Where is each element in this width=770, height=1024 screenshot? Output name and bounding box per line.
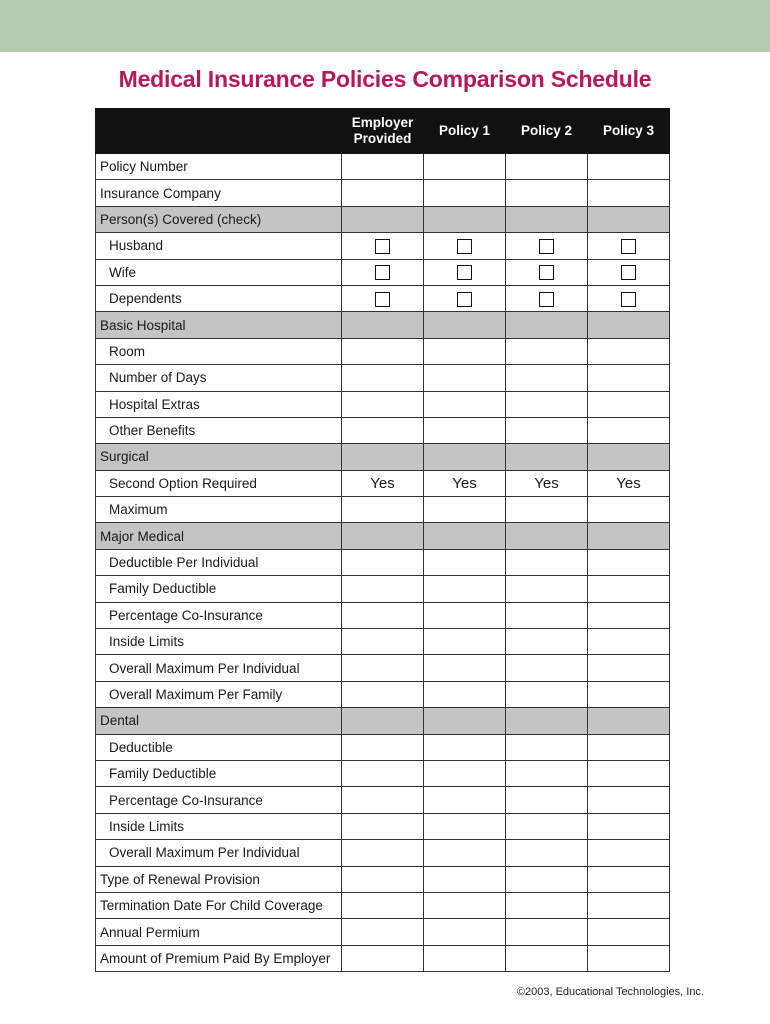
input-cell-policy-3[interactable] bbox=[588, 655, 670, 681]
input-cell-policy-1[interactable] bbox=[424, 787, 506, 813]
input-cell-policy-3[interactable] bbox=[588, 154, 670, 180]
section-cell bbox=[424, 444, 506, 470]
table-header-row bbox=[96, 109, 670, 154]
input-cell-policy-1[interactable] bbox=[424, 919, 506, 945]
table-row bbox=[96, 840, 670, 866]
yes-value: Yes bbox=[370, 474, 395, 492]
input-cell-policy-3[interactable] bbox=[588, 945, 670, 971]
section-cell bbox=[342, 312, 424, 338]
input-cell-policy-2[interactable] bbox=[506, 365, 588, 391]
input-cell-employer-provided[interactable] bbox=[342, 813, 424, 839]
checkbox-policy-1[interactable] bbox=[457, 292, 472, 307]
table-row bbox=[96, 892, 670, 918]
input-cell-policy-2[interactable] bbox=[506, 919, 588, 945]
input-cell-policy-1[interactable] bbox=[424, 629, 506, 655]
input-cell-employer-provided[interactable] bbox=[342, 787, 424, 813]
row-label: Type of Renewal Provision bbox=[96, 866, 342, 892]
input-cell-policy-1[interactable] bbox=[424, 549, 506, 575]
input-cell-policy-1[interactable] bbox=[424, 655, 506, 681]
input-cell-policy-2[interactable] bbox=[506, 655, 588, 681]
cell-employer-provided bbox=[342, 259, 424, 285]
input-cell-employer-provided[interactable] bbox=[342, 892, 424, 918]
row-label: Other Benefits bbox=[96, 417, 342, 443]
row-label: Husband bbox=[96, 233, 342, 259]
checkbox-employer-provided[interactable] bbox=[375, 292, 390, 307]
input-cell-policy-2[interactable] bbox=[506, 629, 588, 655]
table-row bbox=[96, 417, 670, 443]
input-cell-policy-3[interactable] bbox=[588, 866, 670, 892]
yes-value: Yes bbox=[534, 474, 559, 492]
input-cell-employer-provided[interactable] bbox=[342, 576, 424, 602]
checkbox-policy-2[interactable] bbox=[539, 265, 554, 280]
input-cell-policy-2[interactable] bbox=[506, 840, 588, 866]
input-cell-policy-2[interactable] bbox=[506, 391, 588, 417]
input-cell-employer-provided[interactable] bbox=[342, 734, 424, 760]
input-cell-policy-3[interactable] bbox=[588, 497, 670, 523]
input-cell-employer-provided[interactable] bbox=[342, 365, 424, 391]
input-cell-policy-1[interactable] bbox=[424, 576, 506, 602]
section-cell bbox=[342, 206, 424, 232]
section-row bbox=[96, 523, 670, 549]
table-row bbox=[96, 734, 670, 760]
row-label: Inside Limits bbox=[96, 629, 342, 655]
table-row bbox=[96, 180, 670, 206]
table-row bbox=[96, 365, 670, 391]
cell-policy-3 bbox=[588, 233, 670, 259]
input-cell-employer-provided[interactable] bbox=[342, 497, 424, 523]
section-cell bbox=[342, 523, 424, 549]
checkbox-policy-1[interactable] bbox=[457, 265, 472, 280]
row-label: Insurance Company bbox=[96, 180, 342, 206]
table-row bbox=[96, 629, 670, 655]
row-label: Overall Maximum Per Family bbox=[96, 681, 342, 707]
input-cell-policy-1[interactable] bbox=[424, 497, 506, 523]
input-cell-employer-provided[interactable] bbox=[342, 154, 424, 180]
section-cell bbox=[342, 708, 424, 734]
checkbox-policy-3[interactable] bbox=[621, 239, 636, 254]
comparison-table bbox=[95, 108, 670, 972]
input-cell-policy-1[interactable] bbox=[424, 866, 506, 892]
header-employer-line1: Employer bbox=[351, 115, 414, 130]
input-cell-employer-provided[interactable] bbox=[342, 760, 424, 786]
table-row bbox=[96, 285, 670, 311]
input-cell-policy-3[interactable] bbox=[588, 629, 670, 655]
table-row bbox=[96, 681, 670, 707]
input-cell-policy-1[interactable] bbox=[424, 154, 506, 180]
input-cell-policy-3[interactable] bbox=[588, 338, 670, 364]
header-employer-provided bbox=[342, 109, 424, 154]
input-cell-policy-1[interactable] bbox=[424, 813, 506, 839]
input-cell-policy-1[interactable] bbox=[424, 840, 506, 866]
section-row bbox=[96, 312, 670, 338]
input-cell-policy-3[interactable] bbox=[588, 549, 670, 575]
input-cell-policy-2[interactable] bbox=[506, 180, 588, 206]
input-cell-policy-3[interactable] bbox=[588, 576, 670, 602]
checkbox-policy-3[interactable] bbox=[621, 292, 636, 307]
row-label: Dental bbox=[96, 708, 342, 734]
input-cell-policy-3[interactable] bbox=[588, 919, 670, 945]
table-row bbox=[96, 787, 670, 813]
row-label: Number of Days bbox=[96, 365, 342, 391]
row-label: Amount of Premium Paid By Employer bbox=[96, 945, 342, 971]
row-label: Percentage Co-Insurance bbox=[96, 602, 342, 628]
section-row bbox=[96, 206, 670, 232]
section-cell bbox=[506, 708, 588, 734]
row-label: Percentage Co-Insurance bbox=[96, 787, 342, 813]
input-cell-employer-provided[interactable] bbox=[342, 549, 424, 575]
input-cell-policy-3[interactable] bbox=[588, 417, 670, 443]
input-cell-policy-1[interactable] bbox=[424, 945, 506, 971]
section-cell bbox=[506, 523, 588, 549]
row-label: Surgical bbox=[96, 444, 342, 470]
checkbox-employer-provided[interactable] bbox=[375, 239, 390, 254]
row-label: Overall Maximum Per Individual bbox=[96, 655, 342, 681]
section-cell bbox=[424, 312, 506, 338]
section-cell bbox=[342, 444, 424, 470]
section-cell bbox=[588, 206, 670, 232]
input-cell-policy-2[interactable] bbox=[506, 681, 588, 707]
input-cell-policy-3[interactable] bbox=[588, 391, 670, 417]
header-policy-3: Policy 3 bbox=[588, 109, 670, 154]
input-cell-employer-provided[interactable] bbox=[342, 391, 424, 417]
input-cell-employer-provided[interactable] bbox=[342, 602, 424, 628]
cell-policy-3 bbox=[588, 285, 670, 311]
input-cell-policy-1[interactable] bbox=[424, 760, 506, 786]
input-cell-policy-2[interactable] bbox=[506, 760, 588, 786]
checkbox-employer-provided[interactable] bbox=[375, 265, 390, 280]
input-cell-policy-2[interactable] bbox=[506, 866, 588, 892]
input-cell-policy-2[interactable] bbox=[506, 338, 588, 364]
cell-policy-2 bbox=[506, 259, 588, 285]
input-cell-policy-1[interactable] bbox=[424, 681, 506, 707]
section-cell bbox=[424, 206, 506, 232]
yes-value: Yes bbox=[616, 474, 641, 492]
checkbox-policy-2[interactable] bbox=[539, 292, 554, 307]
cell-policy-1 bbox=[424, 259, 506, 285]
section-row bbox=[96, 708, 670, 734]
input-cell-policy-2[interactable] bbox=[506, 945, 588, 971]
row-label: Maximum bbox=[96, 497, 342, 523]
yes-value: Yes bbox=[452, 474, 477, 492]
table-row bbox=[96, 576, 670, 602]
section-cell bbox=[588, 523, 670, 549]
cell-policy-2 bbox=[506, 233, 588, 259]
cell-policy-1 bbox=[424, 233, 506, 259]
input-cell-employer-provided[interactable] bbox=[342, 945, 424, 971]
cell-employer-provided bbox=[342, 285, 424, 311]
input-cell-employer-provided[interactable] bbox=[342, 629, 424, 655]
input-cell-policy-2[interactable] bbox=[506, 813, 588, 839]
cell-policy-1 bbox=[424, 470, 506, 496]
row-label: Major Medical bbox=[96, 523, 342, 549]
section-cell bbox=[424, 708, 506, 734]
row-label: Policy Number bbox=[96, 154, 342, 180]
row-label: Family Deductible bbox=[96, 760, 342, 786]
input-cell-policy-2[interactable] bbox=[506, 549, 588, 575]
header-employer-line2: Provided bbox=[353, 131, 412, 146]
table-row bbox=[96, 338, 670, 364]
input-cell-policy-2[interactable] bbox=[506, 602, 588, 628]
input-cell-policy-1[interactable] bbox=[424, 602, 506, 628]
table-body bbox=[96, 154, 670, 972]
input-cell-policy-3[interactable] bbox=[588, 787, 670, 813]
row-label: Second Option Required bbox=[96, 470, 342, 496]
row-label: Hospital Extras bbox=[96, 391, 342, 417]
checkbox-policy-1[interactable] bbox=[457, 239, 472, 254]
input-cell-policy-1[interactable] bbox=[424, 417, 506, 443]
table-row bbox=[96, 866, 670, 892]
input-cell-policy-3[interactable] bbox=[588, 840, 670, 866]
input-cell-employer-provided[interactable] bbox=[342, 655, 424, 681]
row-label: Termination Date For Child Coverage bbox=[96, 892, 342, 918]
input-cell-employer-provided[interactable] bbox=[342, 180, 424, 206]
page-title: Medical Insurance Policies Comparison Schedule bbox=[118, 66, 652, 92]
input-cell-employer-provided[interactable] bbox=[342, 866, 424, 892]
checkbox-policy-3[interactable] bbox=[621, 265, 636, 280]
cell-employer-provided bbox=[342, 470, 424, 496]
row-label: Family Deductible bbox=[96, 576, 342, 602]
table-row bbox=[96, 945, 670, 971]
input-cell-policy-1[interactable] bbox=[424, 734, 506, 760]
row-label: Overall Maximum Per Individual bbox=[96, 840, 342, 866]
input-cell-policy-2[interactable] bbox=[506, 892, 588, 918]
input-cell-employer-provided[interactable] bbox=[342, 338, 424, 364]
table-row bbox=[96, 497, 670, 523]
section-cell bbox=[424, 523, 506, 549]
table-row bbox=[96, 602, 670, 628]
row-label: Room bbox=[96, 338, 342, 364]
input-cell-policy-1[interactable] bbox=[424, 338, 506, 364]
row-label: Deductible Per Individual bbox=[96, 549, 342, 575]
input-cell-policy-3[interactable] bbox=[588, 892, 670, 918]
input-cell-policy-1[interactable] bbox=[424, 365, 506, 391]
table-row bbox=[96, 549, 670, 575]
input-cell-policy-1[interactable] bbox=[424, 892, 506, 918]
table-row bbox=[96, 919, 670, 945]
input-cell-policy-2[interactable] bbox=[506, 576, 588, 602]
input-cell-policy-2[interactable] bbox=[506, 734, 588, 760]
row-label: Wife bbox=[96, 259, 342, 285]
input-cell-policy-3[interactable] bbox=[588, 365, 670, 391]
input-cell-policy-3[interactable] bbox=[588, 760, 670, 786]
input-cell-employer-provided[interactable] bbox=[342, 681, 424, 707]
table-row bbox=[96, 760, 670, 786]
input-cell-policy-2[interactable] bbox=[506, 497, 588, 523]
section-cell bbox=[506, 312, 588, 338]
header-policy-2: Policy 2 bbox=[506, 109, 588, 154]
row-label: Annual Permium bbox=[96, 919, 342, 945]
input-cell-policy-1[interactable] bbox=[424, 391, 506, 417]
checkbox-policy-2[interactable] bbox=[539, 239, 554, 254]
copyright-notice: ©2003, Educational Technologies, Inc. bbox=[516, 986, 704, 998]
table-row bbox=[96, 154, 670, 180]
input-cell-policy-3[interactable] bbox=[588, 602, 670, 628]
table-row bbox=[96, 259, 670, 285]
input-cell-policy-3[interactable] bbox=[588, 681, 670, 707]
input-cell-employer-provided[interactable] bbox=[342, 840, 424, 866]
row-label: Dependents bbox=[96, 285, 342, 311]
table-row bbox=[96, 233, 670, 259]
header-label-blank bbox=[96, 109, 342, 154]
input-cell-employer-provided[interactable] bbox=[342, 919, 424, 945]
table-row bbox=[96, 655, 670, 681]
cell-policy-3 bbox=[588, 470, 670, 496]
input-cell-policy-3[interactable] bbox=[588, 734, 670, 760]
section-cell bbox=[506, 206, 588, 232]
input-cell-policy-2[interactable] bbox=[506, 417, 588, 443]
section-cell bbox=[588, 444, 670, 470]
table-row bbox=[96, 813, 670, 839]
top-band bbox=[0, 0, 770, 52]
table-row bbox=[96, 470, 670, 496]
input-cell-policy-1[interactable] bbox=[424, 180, 506, 206]
row-label: Inside Limits bbox=[96, 813, 342, 839]
section-cell bbox=[588, 708, 670, 734]
cell-policy-2 bbox=[506, 285, 588, 311]
input-cell-policy-3[interactable] bbox=[588, 180, 670, 206]
cell-policy-1 bbox=[424, 285, 506, 311]
row-label: Person(s) Covered (check) bbox=[96, 206, 342, 232]
cell-policy-2 bbox=[506, 470, 588, 496]
table-row bbox=[96, 391, 670, 417]
input-cell-employer-provided[interactable] bbox=[342, 417, 424, 443]
section-cell bbox=[506, 444, 588, 470]
section-cell bbox=[588, 312, 670, 338]
cell-policy-3 bbox=[588, 259, 670, 285]
cell-employer-provided bbox=[342, 233, 424, 259]
header-policy-1: Policy 1 bbox=[424, 109, 506, 154]
input-cell-policy-2[interactable] bbox=[506, 787, 588, 813]
section-row bbox=[96, 444, 670, 470]
row-label: Deductible bbox=[96, 734, 342, 760]
input-cell-policy-2[interactable] bbox=[506, 154, 588, 180]
input-cell-policy-3[interactable] bbox=[588, 813, 670, 839]
row-label: Basic Hospital bbox=[96, 312, 342, 338]
